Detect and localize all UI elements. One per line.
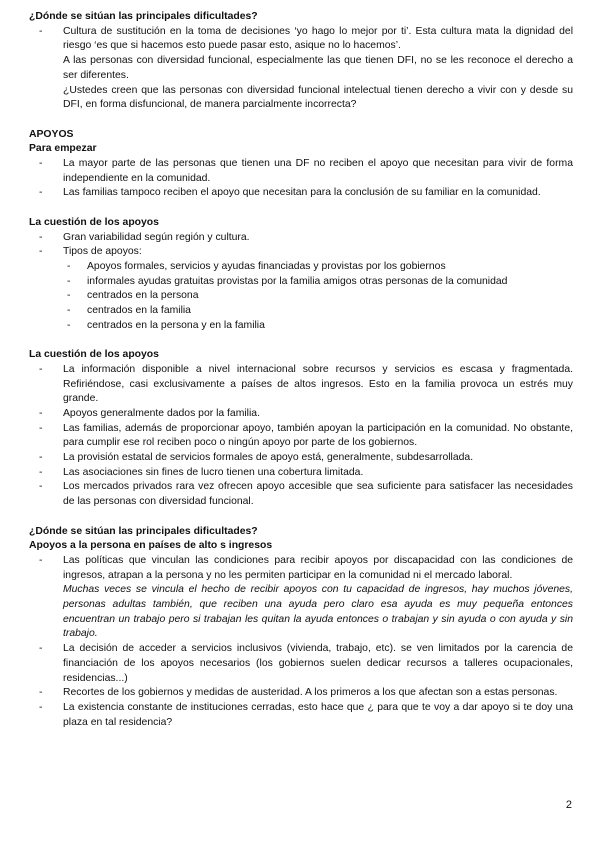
section-subheading: Apoyos a la persona en países de alto s ingresos [29, 540, 273, 552]
paragraph: A las personas con diversidad funcional, especialmente las que tienen DFI, no se les reconoce el derecho a ser diferentes. [63, 55, 573, 81]
list-item: - Gran variabilidad según región y cultura. [29, 231, 573, 246]
list-item [29, 25, 573, 113]
paragraph: - Las políticas que vinculan las condiciones para recibir apoyos por discapacidad con las condiciones de ingresos, atrapan a la persona y no les permiten participar en la comunidad ni el mercado laboral. [63, 554, 573, 581]
list-item [29, 554, 573, 642]
paragraph: - Cultura de sustitución en la toma de decisiones ‘yo hago lo mejor por ti’. Esta cultura mata la dignidad del riesgo ‘es que si hacemos esto puede pasar esto, asique no lo hacemos’. [63, 25, 573, 52]
list-item: - Apoyos generalmente dados por la familia. [29, 407, 573, 422]
bullet-list [29, 363, 573, 510]
bullet-list [29, 231, 573, 260]
sub-list-item: - Apoyos formales, servicios y ayudas financiadas y provistas por los gobiernos [29, 260, 573, 275]
section-title: APOYOS [29, 128, 74, 140]
list-item: - Los mercados privados rara vez ofrecen apoyo accesible que sea suficiente para satisfacer las necesidades de las personas con diversidad funcional. [29, 480, 573, 509]
list-item: - La mayor parte de las personas que tienen una DF no reciben el apoyo que necesitan para vivir de forma independiente en la comunidad. [29, 157, 573, 186]
list-item: - Las familias, además de proporcionar apoyo, también apoyan la participación en la comunidad. No obstante, para cumplir ese rol reciben poco o ningún apoyo por parte de los gobiernos. [29, 422, 573, 451]
italic-note: Muchas veces se vincula el hecho de recibir apoyos con tu capacidad de ingresos, hay muchos jóvenes, personas adultas también, que reciben una ayuda pero claro esa ayuda es muy pequeña entonces encuentran un trabajo pero si trabajan les quitan la ayuda entonces o trabajan y sin ayuda o con ayuda y sin trabajo. [63, 584, 573, 640]
list-item: - Las asociaciones sin fines de lucro tienen una cobertura limitada. [29, 466, 573, 481]
list-item: - Las familias tampoco reciben el apoyo que necesitan para la conclusión de su familiar en la comunidad. [29, 186, 573, 201]
bullet-list [29, 25, 573, 113]
sub-list-item: - informales ayudas gratuitas provistas por la familia amigos otras personas de la comunidad [29, 275, 573, 290]
section-heading: ¿Dónde se sitúan las principales dificultades? [29, 11, 258, 22]
sub-list-item: - centrados en la familia [29, 304, 573, 319]
list-item [29, 245, 573, 260]
section-heading: ¿Dónde se sitúan las principales dificultades? [29, 525, 258, 537]
sub-bullet-list [29, 260, 573, 334]
paragraph: ¿Ustedes creen que las personas con diversidad funcional intelectual tienen derecho a vivir con y desde su DFI, en forma disfuncional, de manera parcialmente incorrecta? [63, 84, 573, 111]
page-number: 2 [565, 799, 572, 811]
section-heading: Para empezar [29, 143, 97, 155]
list-item: - Recortes de los gobiernos y medidas de austeridad. A los primeros a los que afectan son a estas personas. [29, 686, 573, 701]
section-heading: La cuestión de los apoyos [29, 349, 159, 361]
bullet-list [29, 554, 573, 730]
sub-list-item: - centrados en la persona [29, 289, 573, 304]
list-item-label: Tipos de apoyos: [63, 246, 142, 258]
list-item: - La decisión de acceder a servicios inclusivos (vivienda, trabajo, etc). se ven limitados por la carencia de financiación de los apoyos necesarios (los gobiernos suelen dedicar recursos a talleres ocupacionales, residencias...) [29, 642, 573, 686]
sub-list-item: - centrados en la persona y en la familia [29, 319, 573, 334]
document-page [29, 10, 573, 730]
list-item: - La provisión estatal de servicios formales de apoyo está, generalmente, subdesarrollada. [29, 451, 573, 466]
list-item: - La existencia constante de instituciones cerradas, esto hace que ¿ para que te voy a dar apoyo si te doy una plaza en tal residencia? [29, 701, 573, 730]
section-heading: La cuestión de los apoyos [29, 216, 159, 228]
bullet-list [29, 157, 573, 201]
list-item: - La información disponible a nivel internacional sobre recursos y servicios es escasa y fragmentada. Refiriéndose, casi exclusivamente a países de altos ingresos. Esto en la familia provoca un estrés muy grande. [29, 363, 573, 407]
